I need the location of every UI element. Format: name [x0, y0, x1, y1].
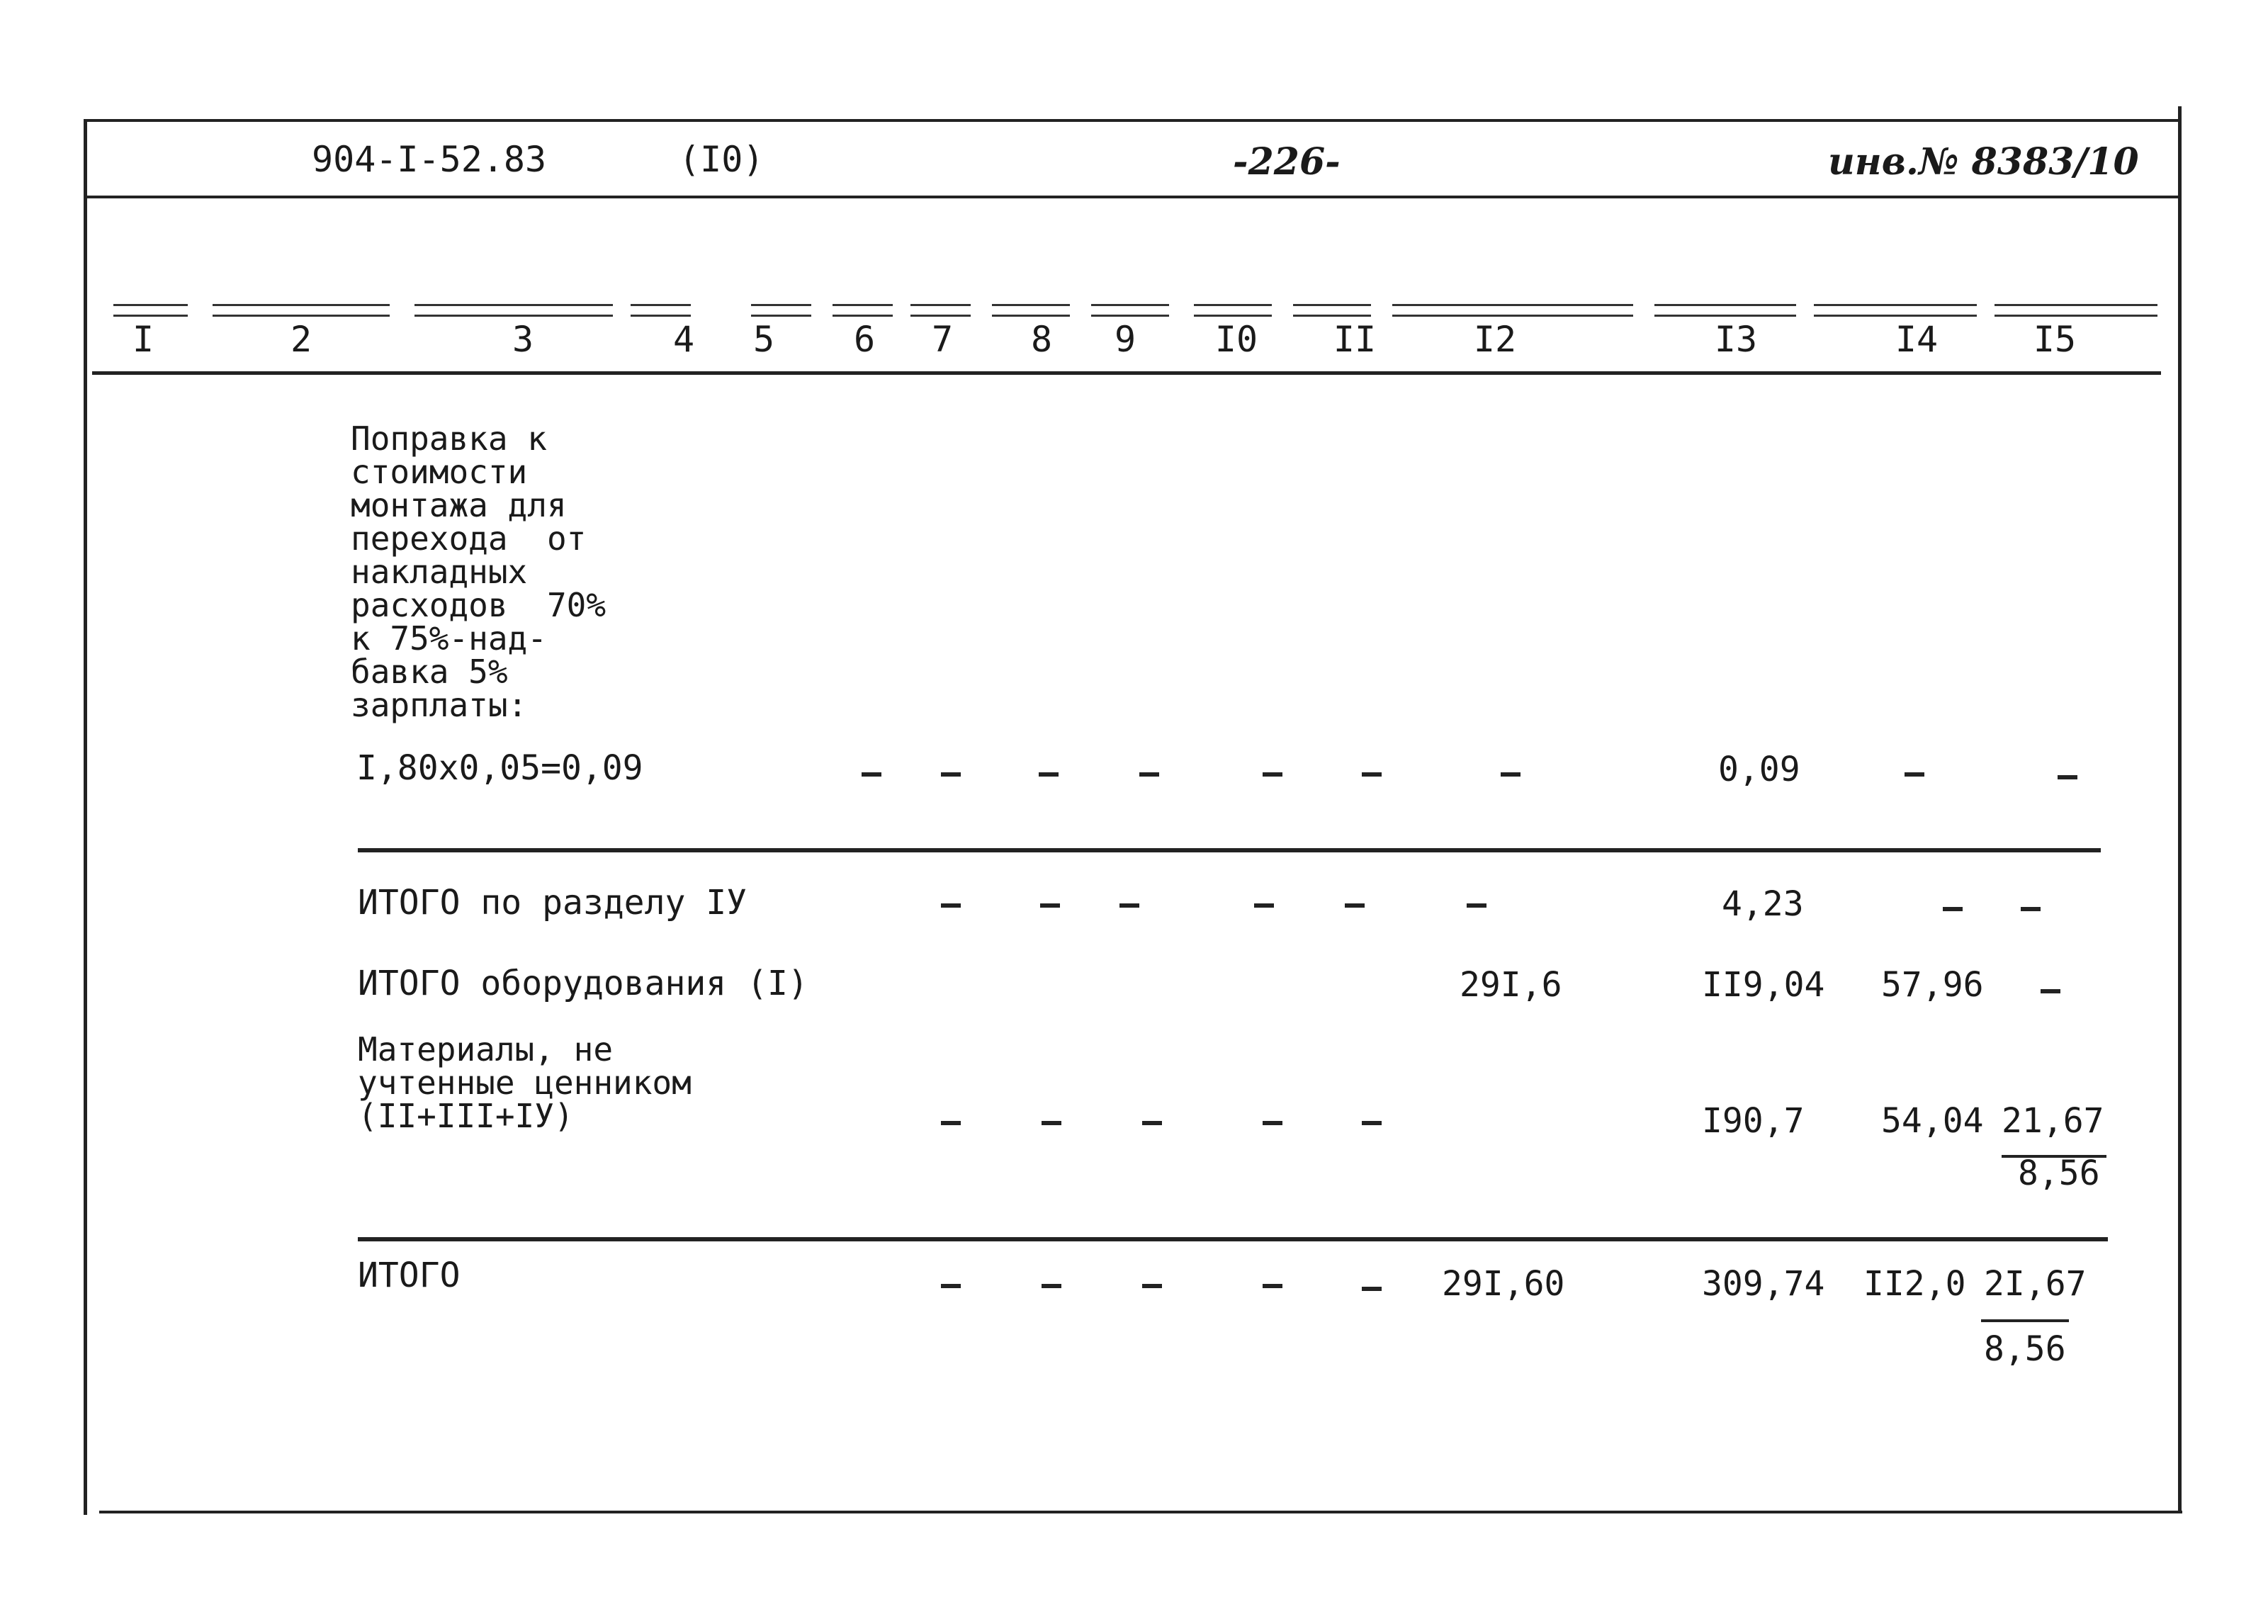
section-number: (I0): [679, 139, 765, 180]
column-number: 8: [1030, 319, 1053, 360]
equipment-total-c14: 57,96: [1881, 965, 1984, 1005]
column-number: I4: [1895, 319, 1939, 360]
correction-formula: I,80x0,05=0,09: [356, 748, 643, 788]
equipment-total-c13: II9,04: [1702, 965, 1825, 1005]
materials-label: Материалы, не учтенные ценником (II+III+IУ): [358, 1030, 692, 1135]
grand-total-c15-top: 2I,67: [1984, 1264, 2087, 1304]
column-number: I: [132, 319, 154, 360]
equipment-total-c15-dash: [2041, 989, 2060, 993]
grand-total-rule: [358, 1237, 2108, 1241]
section-rule: [358, 848, 2101, 852]
column-number: 3: [512, 319, 534, 360]
materials-c14: 54,04: [1881, 1101, 1984, 1141]
section-total-label: ИТОГО по разделу IУ: [358, 883, 747, 923]
equipment-total-c12: 29I,6: [1460, 965, 1562, 1005]
header-divider: [85, 196, 2179, 198]
column-number: I2: [1473, 319, 1517, 360]
grand-total-c13: 309,74: [1702, 1264, 1825, 1304]
column-number: 6: [853, 319, 876, 360]
frame-bottom-border: [99, 1511, 2182, 1513]
grand-total-c15-bottom: 8,56: [1984, 1329, 2066, 1369]
materials-c13: I90,7: [1702, 1101, 1805, 1141]
materials-c15-bottom: 8,56: [2018, 1154, 2100, 1193]
grand-total-label: ИТОГО: [358, 1256, 461, 1295]
correction-value-c13: 0,09: [1718, 750, 1800, 789]
column-number: 2: [290, 319, 312, 360]
column-number: I0: [1214, 319, 1258, 360]
column-number: 9: [1114, 319, 1136, 360]
column-number: 4: [672, 319, 695, 360]
column-number: I3: [1714, 319, 1758, 360]
section-total-c13: 4,23: [1722, 884, 1804, 924]
materials-c15-top: 21,67: [2002, 1101, 2104, 1141]
column-number: I5: [2033, 319, 2077, 360]
inventory-number: инв.№ 8383/10: [1828, 140, 2139, 184]
column-number: 5: [752, 319, 775, 360]
document-code: 904-I-52.83: [312, 139, 547, 180]
column-header-bottom-rule: [92, 371, 2161, 375]
frame-right-border: [2178, 106, 2182, 1513]
grand-total-c14: II2,0: [1863, 1264, 1966, 1304]
column-number: 7: [931, 319, 954, 360]
correction-description: Поправка к стоимости монтажа для перехода от накладных расходов 70% к 75%-над- бавка 5% зарплаты:: [351, 419, 607, 724]
column-number: II: [1333, 319, 1377, 360]
grand-total-c12: 29I,60: [1442, 1264, 1565, 1304]
grand-total-c15-fraction-line: [1981, 1319, 2069, 1322]
frame-top-border: [84, 119, 2181, 122]
frame-left-border: [84, 119, 87, 1515]
equipment-total-label: ИТОГО оборудования (I): [358, 964, 808, 1003]
page-number: -226-: [1233, 140, 1341, 184]
